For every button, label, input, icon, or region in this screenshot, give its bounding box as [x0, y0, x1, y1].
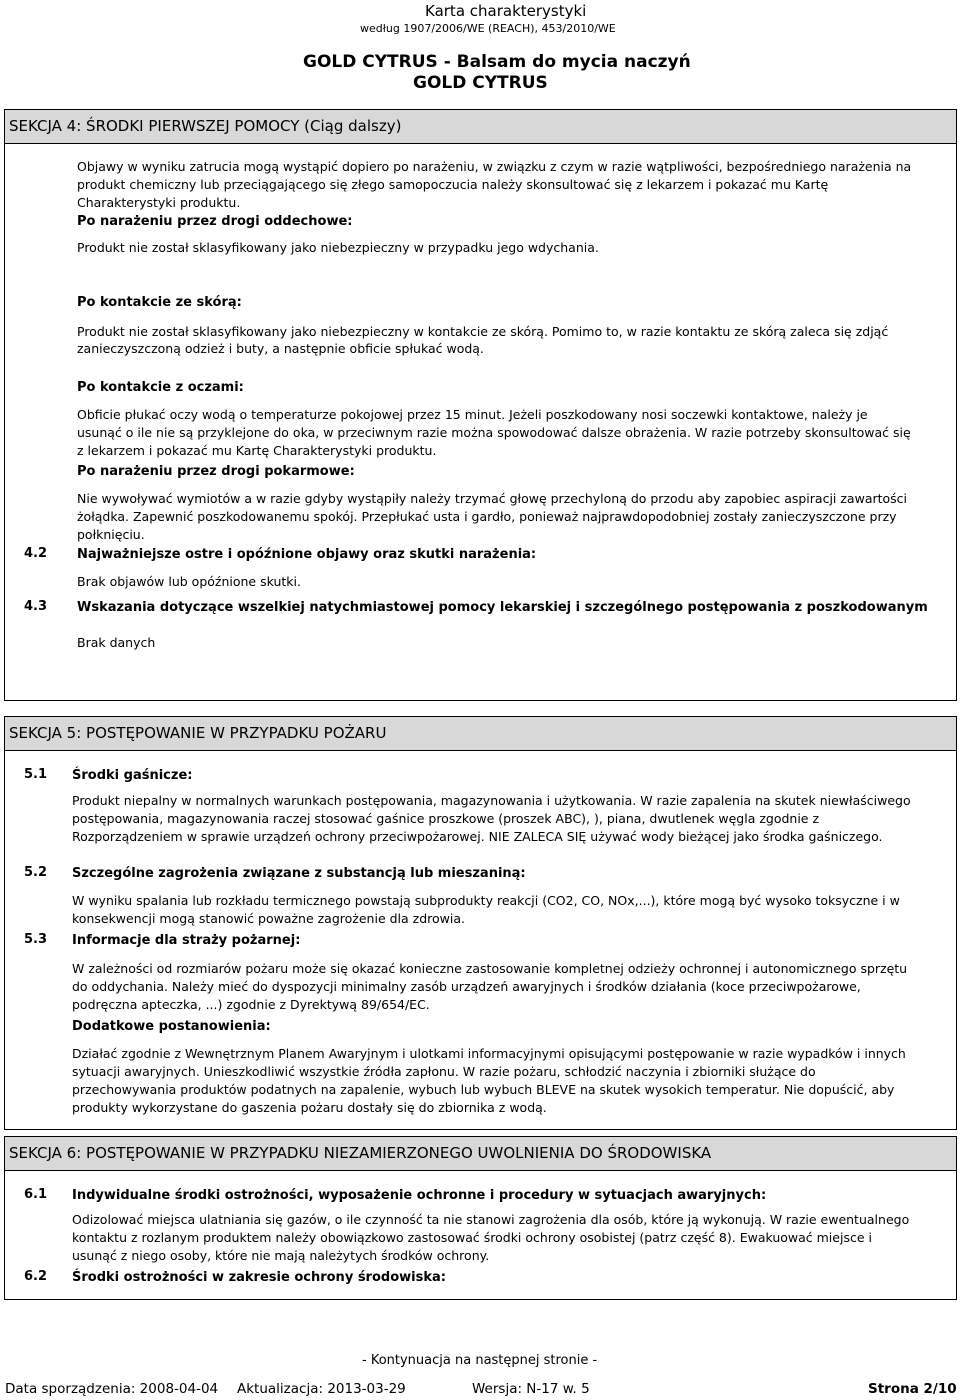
s6-1-heading: Indywidualne środki ostrożności, wyposażenie ochronne i procedury w sytuacjach awaryjnych:	[72, 1188, 767, 1203]
s4-heading-eye: Po kontakcie z oczami:	[77, 380, 244, 395]
s4-2-text: Brak objawów lub opóźnione skutki.	[77, 574, 301, 589]
product-brand: GOLD CYTRUS	[413, 73, 548, 93]
s4-p1-line1: Objawy w wyniku zatrucia mogą wystąpić dopiero po narażeniu, w związku z czym w razie wątpliwości, bezpośredniego narażenia na	[77, 159, 912, 174]
section-4-title: SEKCJA 4: ŚRODKI PIERWSZEJ POMOCY (Ciąg dalszy)	[5, 110, 956, 144]
page-number: Strona 2/10	[868, 1381, 957, 1397]
s6-2-number: 6.2	[24, 1269, 48, 1284]
s5-2-line1: W wyniku spalania lub rozkładu termicznego powstają subprodukty reakcji (CO2, CO, NOx,...), które mogą być wysoko toksyczne i w	[72, 893, 900, 908]
s5-additional-line4: produkty wykorzystane do gaszenia pożaru dostały się do zbiornika z wodą.	[72, 1100, 547, 1115]
s5-1-line2: postępowania, magazynowania raczej stosować gaśnice proszkowe (proszek ABC), ), piana, dwutlenek węgla zgodnie z	[72, 811, 820, 826]
section-5	[4, 716, 957, 1130]
s4-eye-line3: z lekarzem i pokazać mu Kartę Charakterystyki produktu.	[77, 443, 437, 458]
s4-2-number: 4.2	[24, 546, 48, 561]
s4-p1-line2: produkt chemiczny lub przeciągającego się złego samopoczucia należy skonsultować się z lekarzem i pokazać mu Kartę	[77, 177, 829, 192]
s5-1-line1: Produkt niepalny w normalnych warunkach postępowania, magazynowania i użytkowania. W razie zapalenia na skutek niewłaściwego	[72, 793, 911, 808]
s4-ingestion-line3: połknięciu.	[77, 527, 145, 542]
document-footer	[0, 1378, 960, 1400]
product-name: GOLD CYTRUS - Balsam do mycia naczyń	[303, 52, 691, 72]
regulation: według 1907/2006/WE (REACH), 453/2010/WE	[360, 22, 616, 35]
s4-skin-line1: Produkt nie został sklasyfikowany jako niebezpieczny w kontakcie ze skórą. Pomimo to, w razie kontaktu ze skórą zaleca się zdjąć	[77, 324, 889, 339]
s6-1-line2: kontaktu z rozlanym produktem należy obowiązkowo zastosować środki ochrony osobistej (patrz część 8). Ewakuować miejsce i	[72, 1230, 872, 1245]
s5-2-heading: Szczególne zagrożenia związane z substancją lub mieszaniną:	[72, 866, 526, 881]
s5-3-line2: do oddychania. Należy mieć do dyspozycji minimalny zasób urządzeń awaryjnych i środków działania (koce przeciwpożarowe,	[72, 979, 861, 994]
s4-heading-inhalation: Po narażeniu przez drogi oddechowe:	[77, 214, 353, 229]
s4-heading-skin: Po kontakcie ze skórą:	[77, 295, 242, 310]
section-4	[4, 109, 957, 701]
s4-ingestion-line1: Nie wywoływać wymiotów a w razie gdyby wystąpiły należy trzymać głowę przechyloną do przodu aby zapobiec aspiracji zawartości	[77, 491, 908, 506]
s5-additional-line3: przechowywania produktów podatnych na zapalenie, wybuch lub wybuch BLEVE na skutek wysokich temperatur. Nie dopuścić, aby	[72, 1082, 895, 1097]
s4-inhalation-text: Produkt nie został sklasyfikowany jako niebezpieczny w przypadku jego wdychania.	[77, 240, 599, 255]
s5-3-line1: W zależności od rozmiarów pożaru może się okazać konieczne zastosowanie kompletnej odzieży ochronnej i autonomicznego sprzętu	[72, 961, 908, 976]
s6-1-line3: usunąć z niego osoby, które nie mają należytych środków ochrony.	[72, 1248, 490, 1263]
s4-3-heading: Wskazania dotyczące wszelkiej natychmiastowej pomocy lekarskiej i szczególnego postępowania z poszkodowanym	[77, 600, 928, 615]
s4-3-number: 4.3	[24, 599, 48, 614]
s4-heading-ingestion: Po narażeniu przez drogi pokarmowe:	[77, 464, 355, 479]
s5-1-number: 5.1	[24, 767, 48, 782]
s6-1-number: 6.1	[24, 1187, 48, 1202]
s4-ingestion-line2: żołądka. Zapewnić poszkodowanemu spokój. Przepłukać usta i gardło, ponieważ najprawdopodobniej zostały zanieczyszczone przy	[77, 509, 897, 524]
s5-2-number: 5.2	[24, 865, 48, 880]
s4-p1-line3: Charakterystyki produktu.	[77, 195, 241, 210]
s5-additional-line1: Działać zgodnie z Wewnętrznym Planem Awaryjnym i ulotkami informacyjnymi opisującymi postępowanie w razie wypadków i innych	[72, 1046, 906, 1061]
s6-2-heading: Środki ostrożności w zakresie ochrony środowiska:	[72, 1270, 446, 1285]
s5-1-line3: Rozporządzeniem w sprawie urządzeń ochrony przeciwpożarowej. NIE ZALECA SIĘ używać wody bieżącej jako środka gaśniczego.	[72, 829, 883, 844]
s4-skin-line2: zanieczyszczoną odzież i buty, a następnie obficie spłukać wodą.	[77, 341, 484, 356]
s4-eye-line2: usunąć o ile nie są przyklejone do oka, w przeciwnym razie można spowodować dalsze obrażenia. W razie potrzeby skonsultować się	[77, 425, 911, 440]
section-6-title: SEKCJA 6: POSTĘPOWANIE W PRZYPADKU NIEZAMIERZONEGO UWOLNIENIA DO ŚRODOWISKA	[5, 1137, 956, 1171]
document-header	[0, 0, 960, 100]
version: Wersja: N-17 w. 5	[472, 1381, 590, 1397]
s5-heading-additional: Dodatkowe postanowienia:	[72, 1019, 271, 1034]
s5-additional-line2: sytuacji awaryjnych. Unieszkodliwić wszystkie źródła zapłonu. W razie pożaru, schłodzić naczynia i zbiorniki służące do	[72, 1064, 816, 1079]
s5-2-line2: konsekwencji mogą stanowić poważne zagrożenie dla zdrowia.	[72, 911, 465, 926]
doc-type: Karta charakterystyki	[425, 2, 587, 20]
s4-eye-line1: Obficie płukać oczy wodą o temperaturze pokojowej przez 15 minut. Jeżeli poszkodowany nosi soczewki kontaktowe, należy je	[77, 407, 868, 422]
s5-3-line3: podręczna apteczka, ...) zgodnie z Dyrektywą 89/654/EC.	[72, 997, 430, 1012]
creation-date: Data sporządzenia: 2008-04-04	[5, 1381, 219, 1397]
s5-3-number: 5.3	[24, 932, 48, 947]
s4-3-text: Brak danych	[77, 635, 156, 650]
s5-1-heading: Środki gaśnicze:	[72, 768, 193, 783]
continuation-note: - Kontynuacja na następnej stronie -	[362, 1353, 598, 1368]
s4-2-heading: Najważniejsze ostre i opóźnione objawy oraz skutki narażenia:	[77, 547, 537, 562]
update-date: Aktualizacja: 2013-03-29	[237, 1381, 406, 1397]
section-5-title: SEKCJA 5: POSTĘPOWANIE W PRZYPADKU POŻARU	[5, 717, 956, 751]
section-6	[4, 1136, 957, 1300]
s6-1-line1: Odizolować miejsca ulatniania się gazów, o ile czynność ta nie stanowi zagrożenia dla osób, które ją wykonują. W razie ewentualnego	[72, 1212, 910, 1227]
s5-3-heading: Informacje dla straży pożarnej:	[72, 933, 301, 948]
